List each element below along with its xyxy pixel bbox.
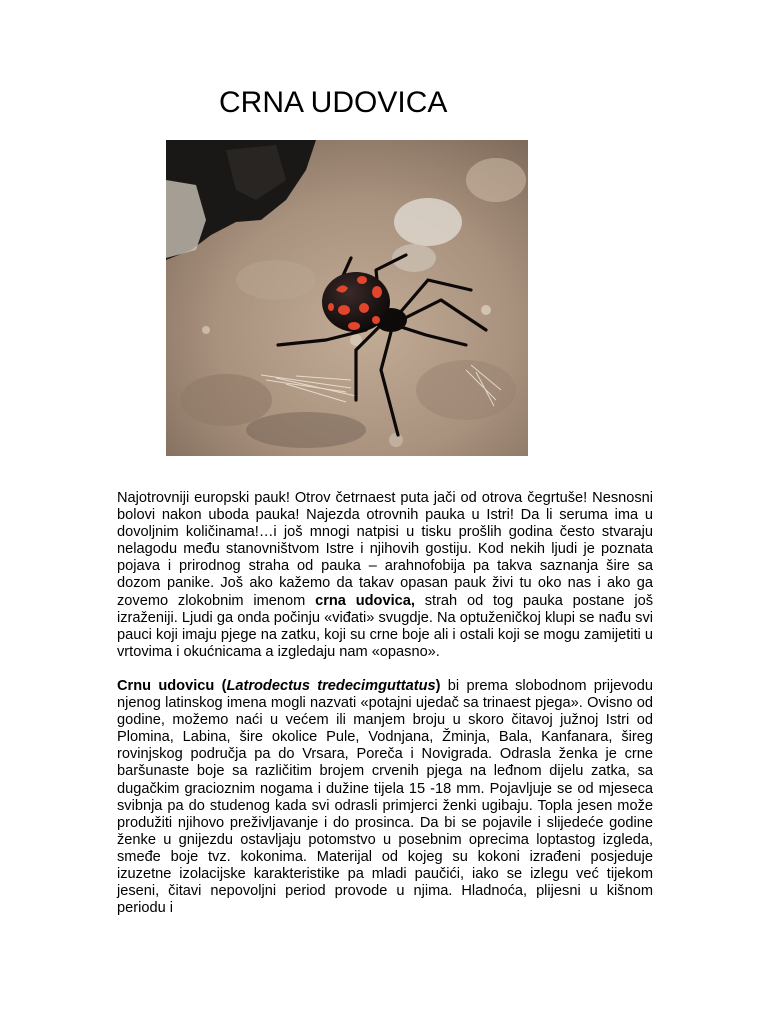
article-body: [117, 490, 653, 917]
paragraph-description-text: bi prema slobodnom prijevodu njenog latinskog imena mogli nazvati «potajni ujedač sa trinaest pjega». Ovisno od godine, možemo naći u većem ili manjem broju u skoro čitavoj južnoj Istri od Plomina, Labina, šire okolice Pule, Vodnjana, Žminja, Bala, Kanfanara, šireg rovinjskog područja pa do Vrsara, Poreča i Novigrada. Odrasla ženka je crne baršunaste boje sa različitim brojem crvenih pjega na leđnom dijelu zatka, sa dugačkim gracioznim nogama i dužine tijela 15 -18 mm. Pojavljuje se od mjeseca svibnja pa do studenog kada svi odrasli primjerci ženki ugibaju. Topla jesen može produžiti njihovo preživljavanje i do prosinca. Da bi se pojavile i slijedeće godine ženke u gnijezdu ostavljaju potomstvo u posebnim oprecima loptastog izgleda, smeđe boje tvz. kokonima. Materijal od kojeg su kokoni izrađeni posjeduje izuzetne izolacijske karakteristike pa mladi paučići, iako se izlegu već tijekom jeseni, čitavi nepovoljni period provode u njima. Hladnoća, plijesni u kišnom periodu i: [117, 677, 654, 917]
spider-photo: [166, 140, 528, 456]
latin-name: Latrodectus tredecimguttatus: [226, 677, 436, 694]
paragraph-description-bold-b: ): [435, 677, 441, 694]
paragraph-description: [117, 678, 653, 917]
paragraph-intro-text-b: strah od tog pauka postane još izraženiji. Ljudi ga onda počinju «viđati» svugdje. Na optuženičkoj klupi se nađu svi pauci koji imaju pjege na zatku, koji su crne boje ali i ostali koji se mogu zamijetiti u vrtovima i okućnicama a izgledaju nam «opasno».: [117, 592, 653, 660]
paragraph-intro-text-a: Najotrovniji europski pauk! Otrov četrnaest puta jači od otrova čegrtuše! Nesnosni bolovi nakon uboda pauka! Najezda otrovnih pauka u Istri! Da li seruma ima u dovoljnim količinama!…i još mnogi natpisi u tisku prošlih godina često stvaraju nelagodu među stanovništvom Istre i njihovih gostiju. Kod nekih ljudi je poznata pojava i prirodnog straha od pauka – arahnofobija pa takva saznanja šire sa dozom panike. Još ako kažemo da takav opasan pauk živi tu oko nas i ako ga zovemo zlokobnim imenom: [117, 490, 653, 609]
page-title: CRNA UDOVICA: [219, 86, 448, 119]
paragraph-intro: [117, 490, 653, 661]
paragraph-description-bold-a: Crnu udovicu (: [117, 677, 227, 694]
spider-image: [166, 140, 528, 456]
paragraph-intro-bold: crna udovica,: [315, 592, 415, 609]
